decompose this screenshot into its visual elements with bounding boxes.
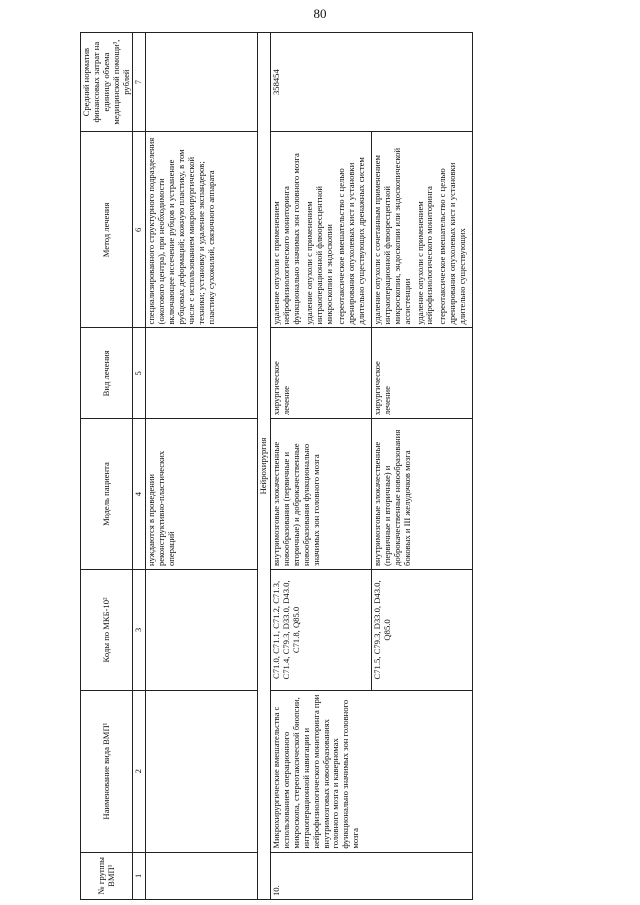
- header-model: Модель пациента: [81, 419, 133, 570]
- header-group: № группы ВМП¹: [81, 852, 133, 899]
- treatment-methods: [372, 132, 473, 328]
- method-item: удаление опухоли с применением нейрофизиологического мониторинга: [414, 186, 435, 325]
- header-row: [81, 33, 133, 900]
- icd-codes: C71.0, C71.1, C71.2, C71.3, C71.4, C79.3, D33.0, D43.0, C71.8, Q85.0: [271, 570, 372, 691]
- section-row: [258, 33, 271, 900]
- col-number: 4: [133, 419, 146, 570]
- vmp-name: Микрохирургические вмешательства с использованием операционного микроскопа, стереотаксической биопсии, интраоперационной навигации и нейрофизиологического мониторинга при внутримозговых новообразованиях головного мозга и каверномах функционально значимых зон головного мозга: [271, 690, 473, 852]
- group-number: 10.: [271, 852, 473, 899]
- rotated-table-area: [80, 30, 620, 900]
- continuation-method: специализированного структурного подразделения (ожогового центра), при необходимости включающее иссечение рубцов и устранение рубцовых деформаций; кожную пластику, в том числе с использованием микрохирургической техники; установку и удаление экспандеров; пластику сухожилий, связочного аппарата: [146, 132, 258, 328]
- patient-model: внутримозговые злокачественные (первичные и вторичные) и доброкачественные новообразования боковых и III желудочков мозга: [372, 419, 473, 570]
- method-item: удаление опухоли с применением интраоперационной флюоресцентной микроскопии и эндоскопии: [303, 186, 334, 325]
- average-cost: 358454: [271, 33, 473, 132]
- treatment-methods: [271, 132, 372, 328]
- header-name: Наименование вида ВМП¹: [81, 690, 133, 852]
- method-item: стереотаксическое вмешательство с целью дренирования опухолевых кист и установки длительно существующих дренажных систем: [336, 157, 367, 325]
- column-number-row: [133, 33, 146, 900]
- col-number: 7: [133, 33, 146, 132]
- header-method: Метод лечения: [81, 132, 133, 328]
- treatment-type: хирургическое лечение: [372, 328, 473, 419]
- header-codes: Коды по МКБ-10²: [81, 570, 133, 691]
- icd-codes: C71.5, C79.3, D33.0, D43.0, Q85.0: [372, 570, 473, 691]
- continuation-row: [146, 33, 258, 900]
- treatment-type: хирургическое лечение: [271, 328, 372, 419]
- table-row: [271, 33, 372, 900]
- method-item: удаление опухоли с сочетанным применением интраоперационной флюоресцентной микроскопии, эндоскопии или эндоскопической ассистенции: [372, 147, 412, 325]
- col-number: 6: [133, 132, 146, 328]
- method-item: стереотаксическое вмешательство с целью дренирования опухолевых кист и установки длительно существующих: [437, 162, 467, 325]
- header-treatment: Вид лечения: [81, 328, 133, 419]
- page-number: 80: [313, 6, 327, 21]
- section-title: Нейрохирургия: [258, 33, 271, 900]
- vmp-table: [80, 32, 473, 900]
- table-rotator: [80, 30, 620, 900]
- header-cost: Средний норматив финансовых затрат на единицу объема медицинской помощи³, рублей: [81, 33, 133, 132]
- patient-model: внутримозговые злокачественные новообразования (первичные и вторичные) и доброкачественные новообразования функционально значимых зон головного мозга: [271, 419, 372, 570]
- continuation-model: нуждаются в проведении реконструктивно-пластических операций: [146, 419, 258, 570]
- col-number: 1: [133, 852, 146, 899]
- col-number: 2: [133, 690, 146, 852]
- col-number: 3: [133, 570, 146, 691]
- method-item: удаление опухоли с применением нейрофизиологического мониторинга функционально значимых зон головного мозга: [271, 153, 301, 325]
- col-number: 5: [133, 328, 146, 419]
